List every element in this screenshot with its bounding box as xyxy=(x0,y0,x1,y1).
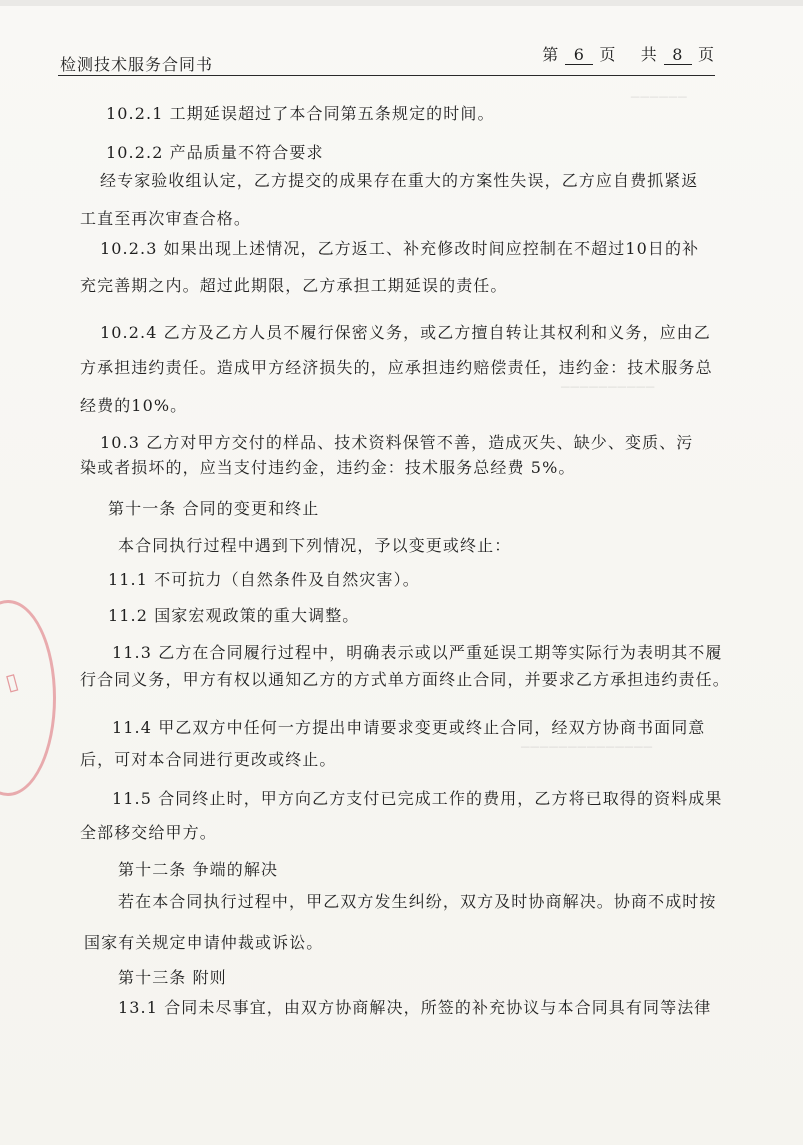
article-13-heading: 第十三条 附则 xyxy=(118,968,227,987)
page-number: 6 xyxy=(565,45,593,65)
clause-10-3: 10.3 乙方对甲方交付的样品、技术资料保管不善，造成灭失、缺少、变质、污 xyxy=(100,433,694,452)
red-seal-mark: ▯ xyxy=(2,668,22,697)
paragraph-line: 国家有关规定申请仲裁或诉讼。 xyxy=(84,933,324,952)
clause-10-2-3: 10.2.3 如果出现上述情况，乙方返工、补充修改时间应控制在不超过10日的补 xyxy=(100,239,700,258)
paragraph-line: 后，可对本合同进行更改或终止。 xyxy=(80,750,337,769)
paragraph-line: 若在本合同执行过程中，甲乙双方发生纠纷，双方及时协商解决。协商不成时按 xyxy=(118,892,717,911)
scan-edge xyxy=(0,0,803,6)
article-12-heading: 第十二条 争端的解决 xyxy=(118,860,279,879)
clause-11-2: 11.2 国家宏观政策的重大调整。 xyxy=(108,606,360,625)
total-prefix: 共 xyxy=(640,45,658,64)
paragraph-line: 染或者损坏的，应当支付违约金，违约金：技术服务总经费 5%。 xyxy=(80,458,576,477)
header-rule xyxy=(58,75,715,76)
paragraph-line: 本合同执行过程中遇到下列情况，予以变更或终止： xyxy=(118,536,512,555)
bleed-through-text: ────────────── xyxy=(520,740,653,756)
paragraph-line: 方承担违约责任。造成甲方经济损失的，应承担违约赔偿责任，违约金：技术服务总 xyxy=(80,358,713,377)
paragraph-line: 全部移交给甲方。 xyxy=(80,823,217,842)
red-seal-stamp xyxy=(0,600,56,796)
page-unit: 页 xyxy=(599,45,617,64)
page-indicator xyxy=(542,42,715,65)
document-title: 检测技术服务合同书 xyxy=(60,55,214,74)
clause-11-1: 11.1 不可抗力（自然条件及自然灾害）。 xyxy=(108,570,420,589)
paragraph-line: 经费的10%。 xyxy=(80,396,188,415)
clause-11-5: 11.5 合同终止时，甲方向乙方支付已完成工作的费用，乙方将已取得的资料成果 xyxy=(112,789,723,808)
clause-11-3: 11.3 乙方在合同履行过程中，明确表示或以严重延误工期等实际行为表明其不履 xyxy=(112,643,723,662)
bleed-through-text: ────────── xyxy=(560,380,655,396)
paragraph-line: 行合同义务，甲方有权以通知乙方的方式单方面终止合同，并要求乙方承担违约责任。 xyxy=(80,670,730,689)
paragraph-line: 工直至再次审查合格。 xyxy=(80,209,252,228)
paragraph-line: 经专家验收组认定，乙方提交的成果存在重大的方案性失误，乙方应自费抓紧返 xyxy=(100,171,699,190)
total-pages: 8 xyxy=(664,45,692,65)
clause-10-2-1: 10.2.1 工期延误超过了本合同第五条规定的时间。 xyxy=(106,104,495,123)
total-unit: 页 xyxy=(697,45,715,64)
clause-13-1: 13.1 合同未尽事宜，由双方协商解决，所签的补充协议与本合同具有同等法律 xyxy=(118,998,712,1017)
clause-10-2-2: 10.2.2 产品质量不符合要求 xyxy=(106,143,324,162)
paragraph-line: 充完善期之内。超过此期限，乙方承担工期延误的责任。 xyxy=(80,276,508,295)
clause-10-2-4: 10.2.4 乙方及乙方人员不履行保密义务，或乙方擅自转让其权利和义务，应由乙 xyxy=(100,323,711,342)
bleed-through-text: ────── xyxy=(630,90,687,106)
clause-11-4: 11.4 甲乙双方中任何一方提出申请要求变更或终止合同，经双方协商书面同意 xyxy=(112,718,706,737)
page-prefix: 第 xyxy=(542,45,560,64)
article-11-heading: 第十一条 合同的变更和终止 xyxy=(108,499,320,518)
